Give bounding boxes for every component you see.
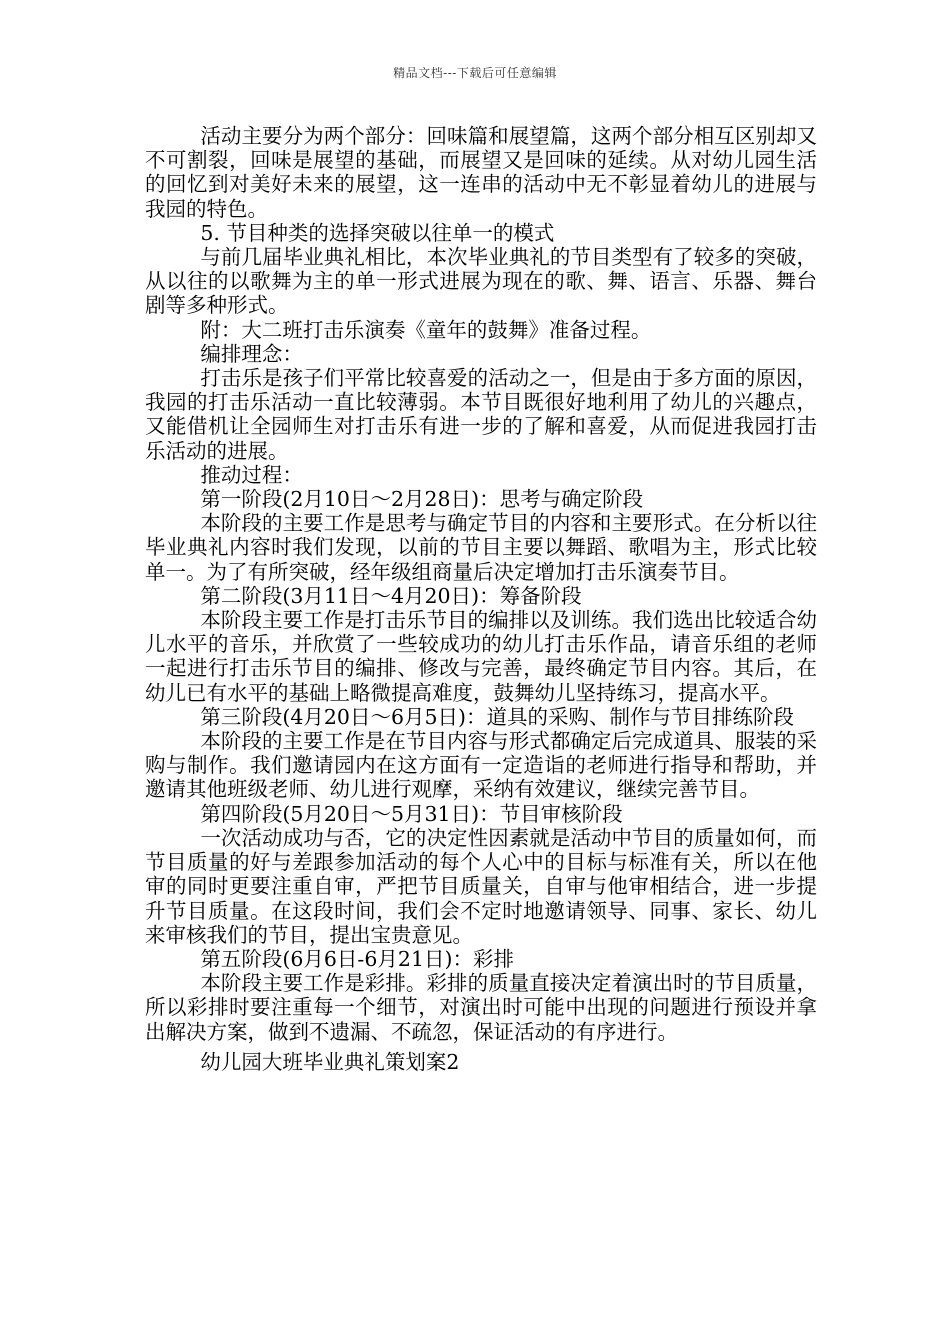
paragraph: 附：大二班打击乐演奏《童年的鼓舞》准备过程。: [200, 317, 652, 342]
section-heading: 编排理念：: [200, 341, 303, 366]
stage-heading: 第二阶段(3月11日～4月20日)：筹备阶段: [200, 583, 582, 608]
section-heading: 5. 节目种类的选择突破以往单一的模式: [200, 220, 555, 245]
paragraph: 与前几届毕业典礼相比，本次毕业典礼的节目类型有了较多的突破，从以往的以歌舞为主的单一形式进展为现在的歌、舞、语言、乐器、舞台剧等多种形式。: [145, 245, 817, 318]
stage-heading: 第五阶段(6月6日-6月21日)：彩排: [200, 946, 514, 971]
stage-heading: 第三阶段(4月20日～6月5日)：道具的采购、制作与节目排练阶段: [200, 704, 795, 729]
paragraph: 本阶段主要工作是打击乐节目的编排以及训练。我们选出比较适合幼儿水平的音乐，并欣赏了一些较成功的幼儿打击乐作品，请音乐组的老师一起进行打击乐节目的编排、修改与完善，最终确定节目内容。其后，在幼儿已有水平的基础上略微提高难度，鼓舞幼儿坚持练习，提高水平。: [145, 608, 817, 705]
paragraph: 本阶段主要工作是彩排。彩排的质量直接决定着演出时的节目质量，所以彩排时要注重每一个细节，对演出时可能中出现的问题进行预设并拿出解决方案，做到不遗漏、不疏忽，保证活动的有序进行。: [145, 971, 817, 1044]
paragraph: 一次活动成功与否，它的决定性因素就是活动中节目的质量如何，而节目质量的好与差跟参加活动的每个人心中的目标与标准有关，所以在他审的同时更要注重自审，严把节目质量关，自审与他审相结合，进一步提升节目质量。在这段时间，我们会不定时地邀请领导、同事、家长、幼儿来审核我们的节目，提出宝贵意见。: [145, 825, 817, 947]
paragraph: 活动主要分为两个部分：回味篇和展望篇，这两个部分相互区别却又不可割裂，回味是展望的基础，而展望又是回味的延续。从对幼儿园生活的回忆到对美好未来的展望，这一连串的活动中无不彰显着幼儿的进展与我园的特色。: [145, 124, 817, 221]
paragraph: 本阶段的主要工作是在节目内容与形式都确定后完成道具、服装的采购与制作。我们邀请园内在这方面有一定造诣的老师进行指导和帮助，并邀请其他班级老师、幼儿进行观摩，采纳有效建议，继续完善节目。: [145, 729, 817, 802]
stage-heading: 第一阶段(2月10日～2月28日)：思考与确定阶段: [200, 487, 644, 512]
document-section-title: 幼儿园大班毕业典礼策划案2: [200, 1049, 460, 1074]
section-heading: 推动过程：: [200, 462, 303, 487]
page-header: 精品文档---下载后可任意编辑: [393, 66, 557, 80]
paragraph: 本阶段的主要工作是思考与确定节目的内容和主要形式。在分析以往毕业典礼内容时我们发现，以前的节目主要以舞蹈、歌唱为主，形式比较单一。为了有所突破，经年级组商量后决定增加打击乐演奏节目。: [145, 511, 817, 584]
stage-heading: 第四阶段(5月20日～5月31日)：节目审核阶段: [200, 801, 623, 826]
paragraph: 打击乐是孩子们平常比较喜爱的活动之一，但是由于多方面的原因，我园的打击乐活动一直比较薄弱。本节目既很好地利用了幼儿的兴趣点，又能借机让全园师生对打击乐有进一步的了解和喜爱，从而促进我园打击乐活动的进展。: [145, 366, 817, 463]
document-body: [145, 124, 817, 1074]
